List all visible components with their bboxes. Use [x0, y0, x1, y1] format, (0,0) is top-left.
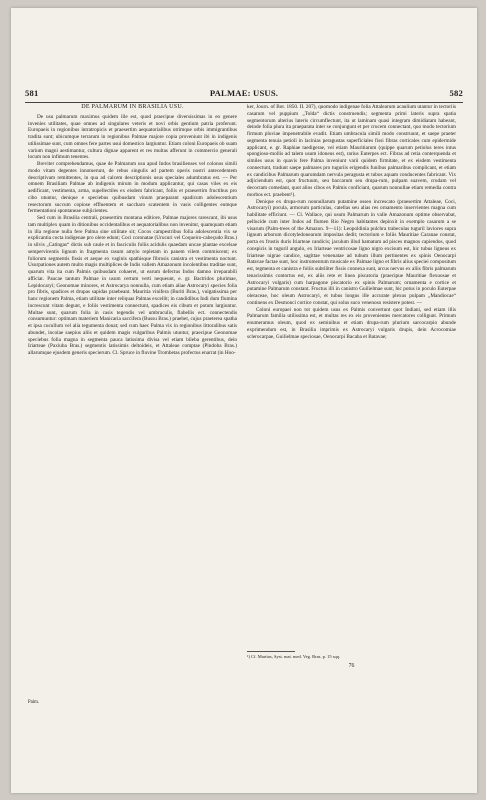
right-page-number: 582	[449, 88, 463, 98]
signature-mark: Palm.	[28, 700, 40, 705]
running-header	[25, 88, 463, 102]
section-heading: DE PALMARUM IN BRASILIA USU.	[81, 104, 184, 110]
footnote-rule	[247, 651, 295, 652]
left-column	[28, 104, 237, 357]
page-number: 76	[348, 663, 355, 669]
paragraph: ker, Journ. of Bot. 1850. II. 207), quomodo indigenae folia Attalearum acaulium utantur in tectoriis casarum vel puppium „Tolda“ dictis construendis; segmenta primi lateris supra spatia segmentorum alterius lateris circumflectunt, ita ut laminam quasi integram dimidiatam habeant, deinde folia plura ita praeparata inter se conjungunt et per crucem connectant, quo modo tectorium firmum pluviae impenetrabile evadit. Etiam umbracula simili modo construunt, et saepe praeter segmenta tenuia petioli in lacinias peragustas superficiales fissi fibras corticales cum epidermide applicant, e. gr. Raphiae taedigerae, vel etiam Mauritiarum (quippe quarum petiolus teres intus spongioso-mollis ad talem usum idoneus est), rarius Euterpes ect. Fibras ad retia conterquenda et similes usus in quavis fere Palma inveniunt varii quidem firmitate, et ex eisdem vestimenta connectunt, tradunt saepe palmares pro tuguriis erigendis funibus palmaribus complicant, et etiam ex candicibus Palmarum quarumdam nervula peragusta et tubos aquam conducentes fabricant. Vix adjiciendum est, quot fructuum, seu baccarum seu drupa-rum, pulpam suavem, crudam vel decoctam comedant, quot alios cibos ex Palmis conficiant, quarum nonnullae etiam remedia contra morbos ect. praebent¹).	[247, 104, 456, 198]
paragraph: Coloni europaei non tot quidem usus ex Palmis convertunt quot Indiani, sed etiam illis Palmarum familia utilissima est, et multas res ex eis provenientes mercatores colligunt. Primum enumeramus oleum, quod ex seminibus et etiam drupa-rum plurium sarcocarpio abunde exprimendum est, in Brasilia imprimis ex Astrocaryi vulgaris drupis, dein Acrocomiae sclerocarpae, Guilielmae speciosae, Oenocarpi Bacaba et Batavae;	[247, 306, 456, 340]
header-rule	[25, 102, 463, 103]
paragraph: Denique ex drupa-rum nonnullarum putamine osseo increscato (praesertim Attaleae, Coci, Astrocaryi) pocula, armorum particulas, catellas seu alias res ornamento inservientes magna cum habilitate efficiunt. — Cl. Wallace, qui usum Palmarum in valle Amazonum optime observabat, pellucide cum inter Indos ad flumen Rio Negro habitantes depinxit in exemplo casarum a se visarum (Palm-trees of the Amazon. 9—11): Leopoldinia pulchra trabeculas tuguril laviores supra lignum arborum dicotyledonearum impositas dedit; tectorium e foliis Mauritiae Caranae constat, porta ex frustis duris Iriarteae candicis; jaculum illud hamatum ad pisces magnos capiendos, quod conspicis in tuguril angulo, ex Iriarteae ventricosae ligno nigro excisum est, hic tubus ligneus ex Iriarteae nigrae candice, sagittae venenatae ad tubum illum pertinentes ex spinis Oenocarpi Batavae factae sunt, hoc instrumentum musicale ex Palmae ligno et fibris alius speciei compositum est, tegmenta et canistra e foliis subtiliter fissis connexa sunt, arcus nervus ex aliis fibris palmarum tenacissimis contortus est, ex aliis rete et linea piscatoria (praecipue Mauritiae flexuosae et Astrocaryi vulgaris) cum harpagone piscatorio ex spinis Palmarum; ornamenta e cortice et putamine Palmarum constant. Fructus illi in canistro Guilielmae sunt, hic potus in poculo Euterpae oleraceae, hoc oleum Astrocaryi, et tubus longus ille accurate plexus pulpam „Mandiocae“ continens ex Desmonci cortice constat, qui solus sucо venenoso resistere potest. —	[247, 198, 456, 306]
paragraph: Sed cum in Brasilia centrali, praesertim montana editiore, Palmae majores rarescant, ibi usus tam multiplex quam in ditionibus occidentalibus et aequatorialibus non invenitur, quamquam etiam in illa regione nulla fere Palma sine utilitate sit; Cocos campestribus folia adolescentia vix se explicantia cocta indigenae pro olere edunt; Coci coronatae (Urucuri vel Coqueiro-cabeçudo Bras.) in silvis „Catingas“ dictis sub caule et in fasciculis foliis acidulis quaedam uncae plantae excelsae sempervirentis lignum in fragmenta rasum amylo repletam in panem vilem commiscent; ex foliorum segmentis fissis et aeque ex vaginis spathisque fibrosis canistra et vestimenta noctunt. Usurpationes autem multo magis multiplices de Indis vallem Amazonum incolentibus traditae sunt, quarum vita ita cum Palmis quibusdam cohaeret, ut earum defectus Indos damno irreparabili afficiat. Paucae tantum Palmae in usum certum verti nequeunt, e. gr. Bactridos plurimae, Lepidocaryi; Geonomae minores, et Astrocarya nonnulla, cum etiam aliae Astrocaryi species folia pro fibris, spadices et drupas sapidas praebeant. Mauritia vinifera (Buriti Bras.), vulgatissima per hanc regionem Palma, etiam utilitate inter reliquas Palmas excellit; in candidibus Indi dum flumina increscunt vitam degunt, e foliis vestimenta connectunt, spadices eis cibum et potum largiuntur. Multae sunt, quarum folia in casis tegendis vel umbraculis, flabellis ect. connectendis consumuntur: optimam materiem Manicaria saccifera (Bussu Bras.) praebet, cujus praeterea spatha et ipsa cucullum vel alia tegumenta donat; sed cum haec Palma vix in regionibus littoralibus satis abundet, incolae saepius aliis et quidem magis vulgaribus Palmis utuntur, praecipue Geonomae speciebus folia magna in segmenta pauca latissima divisa vel etiam bileba gerentibus, dein Iriarteae (Paxiuba Bras.) segmentis latissimis deltoideis, et Attaleae comptae (Pindoba Bras.) allarumque ejusdem generis specierum. Cl. Spruce in fluvine Trombetas profectus enarrat (in Hoo-	[28, 215, 237, 356]
footnote: ¹) Cf. Martius, Syst. mat. med. Veg. Bras. p. 15 sqq.	[247, 654, 341, 659]
right-column	[247, 104, 456, 340]
left-page-number: 581	[25, 88, 39, 98]
running-title: PALMAE: USUS.	[209, 88, 279, 98]
paragraph: De usu palmarum maximus quidem ille est, quod praecipue diversissimas in eo genere invenies utilitates, quae omnes ad singulares veteris et novi orbis gentium patria proferunt. Europaeis in regionibus intratropicis et praesertim aequatorialibus utrimque orbis immigrantibus tradita sunt; ubicumque terrarum in regionibus Palmae majore copia proveniunt ibi in indigenis utilissimae sunt, cum omnes fere partes usui domestico largiuntur. Etiam coloni Europaeis ob suam varium magni aestimantur, cultura dignae apparent et res multas afferunt in commercio generali locum non infimum tenentes.	[28, 113, 237, 161]
paragraph: Breviter comprehendamus, quae de Palmarum usu apud Indos brasilienses vel colonos simili modo vitam degentes innotuerunt, de rebus singulis ad partem operis nostri antecedentem descriptivam remittentes, in qua ad calcem descriptionis usus speciales adumbratus est. — Per omnem Brasiliam Palmae ab indigenis mirum in modum applicantur, qui casas viles ex eis aedificant, vestimenta, arma, supellectiles ex eisdem fabricant, foliis et praesertim fructibus pro cibo utuntur, denique e speciebus quibusdam vinum praeparant spadicum adolescentium resectorum succum copiose effluentem et saccharo scatentem in vasis colligentes eumque fermentationi spontaneae subjicientes.	[28, 161, 237, 215]
